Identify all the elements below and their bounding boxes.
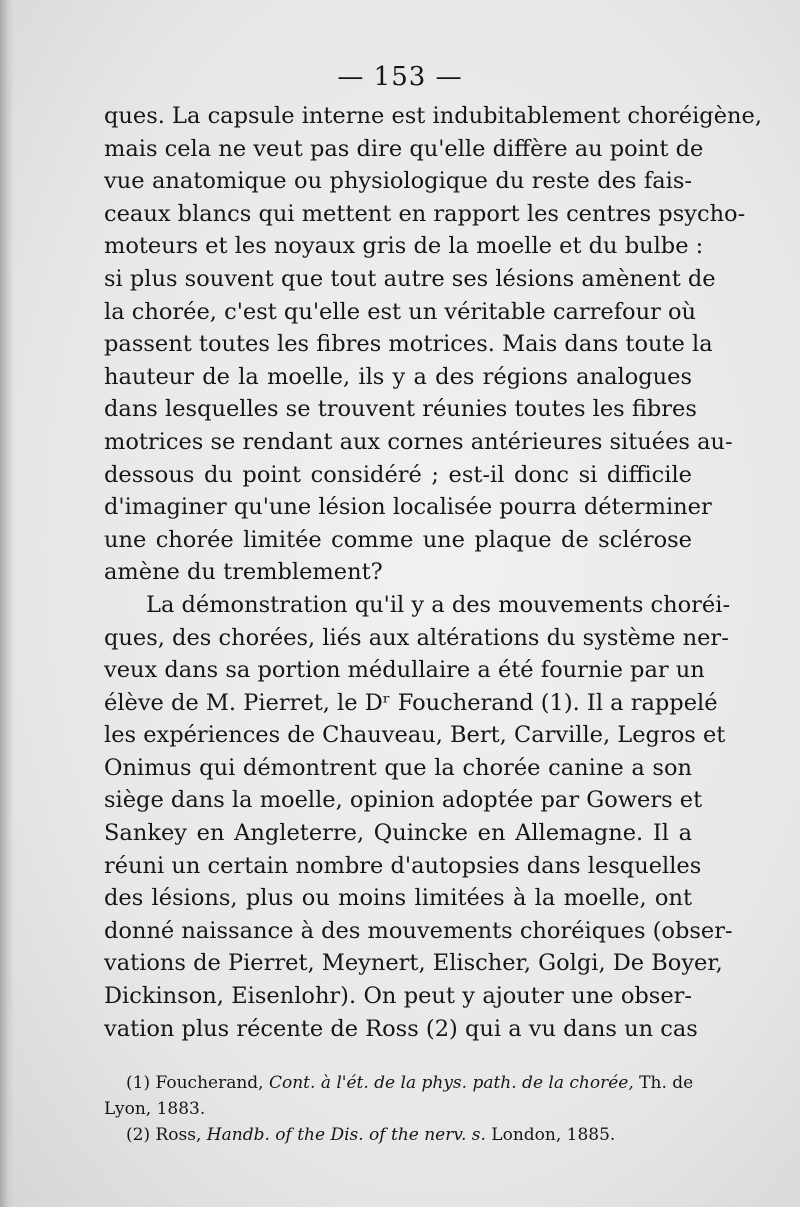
paragraph-start-line: La démonstration qu'il y a des mouvements choréi- (146, 591, 731, 618)
text-line: les expériences de Chauveau, Bert, Carville, Legros et (104, 722, 726, 749)
footnote-2 (104, 1122, 692, 1148)
paragraph-end-line: amène du tremblement? (104, 559, 383, 586)
text-line: vue anatomique ou physiologique du reste des fais- (104, 168, 692, 195)
text-line: réuni un certain nombre d'autopsies dans lesquelles (104, 852, 702, 879)
footnote-author: Foucherand, (155, 1073, 264, 1093)
text-line: d'imaginer qu'une lésion localisée pourra déterminer (104, 494, 712, 521)
text-line: donné naissance à des mouvements choréiques (obser- (104, 917, 733, 944)
text-line: Dickinson, Eisenlohr). On peut y ajouter une obser- (104, 983, 692, 1010)
footnote-suffix: Th. de (639, 1073, 694, 1093)
body-text (104, 100, 762, 1045)
text-line: Sankey en Angleterre, Quincke en Allemagne. Il a (104, 820, 692, 847)
text-line: la chorée, c'est qu'elle est un véritable carrefour où (104, 298, 697, 325)
text-line: siège dans la moelle, opinion adoptée par Gowers et (104, 787, 703, 814)
text-line: dans lesquelles se trouvent réunies toutes les fibres (104, 396, 697, 423)
text-line: passent toutes les fibres motrices. Mais dans toute la (104, 331, 713, 358)
footnote-marker: (1) (126, 1073, 151, 1093)
text-line: ques. La capsule interne est indubitablement choréigène, (104, 103, 762, 129)
text-line: veux dans sa portion médullaire a été fournie par un (104, 657, 705, 684)
footnote-title: Cont. à l'ét. de la phys. path. de la chorée, (268, 1073, 634, 1093)
page-binding-edge (0, 0, 14, 1207)
footnote-1-continuation: Lyon, 1883. (104, 1099, 206, 1119)
text-line: motrices se rendant aux cornes antérieures situées au- (104, 428, 733, 455)
text-line: moteurs et les noyaux gris de la moelle et du bulbe : (104, 233, 704, 260)
page-number: — 153 — (337, 62, 463, 92)
footnote-1 (104, 1070, 692, 1096)
text-line: élève de M. Pierret, le Dʳ Foucherand (1). Il a rappelé (104, 689, 718, 716)
footnote-marker: (2) (126, 1125, 151, 1145)
text-line: Onimus qui démontrent que la chorée canine a son (104, 754, 692, 781)
text-line: une chorée limitée comme une plaque de sclérose (104, 526, 692, 553)
footnote-author: Ross, (155, 1125, 202, 1145)
text-line: dessous du point considéré ; est-il donc si difficile (104, 461, 692, 488)
text-line: vations de Pierret, Meynert, Elischer, Golgi, De Boyer, (104, 950, 723, 977)
text-line: si plus souvent que tout autre ses lésions amènent de (104, 265, 716, 292)
footnote-title: Handb. of the Dis. of the nerv. s. (206, 1125, 486, 1145)
text-line: vation plus récente de Ross (2) qui a vu dans un cas (104, 1015, 698, 1042)
text-line: mais cela ne veut pas dire qu'elle diffère au point de (104, 135, 704, 162)
footnote-suffix: London, 1885. (491, 1125, 616, 1145)
footnotes (104, 1070, 692, 1148)
text-line: des lésions, plus ou moins limitées à la moelle, ont (104, 885, 692, 912)
text-line: ques, des chorées, liés aux altérations du système ner- (104, 624, 729, 651)
text-line: ceaux blancs qui mettent en rapport les centres psycho- (104, 200, 746, 227)
text-line: hauteur de la moelle, ils y a des régions analogues (104, 363, 692, 390)
